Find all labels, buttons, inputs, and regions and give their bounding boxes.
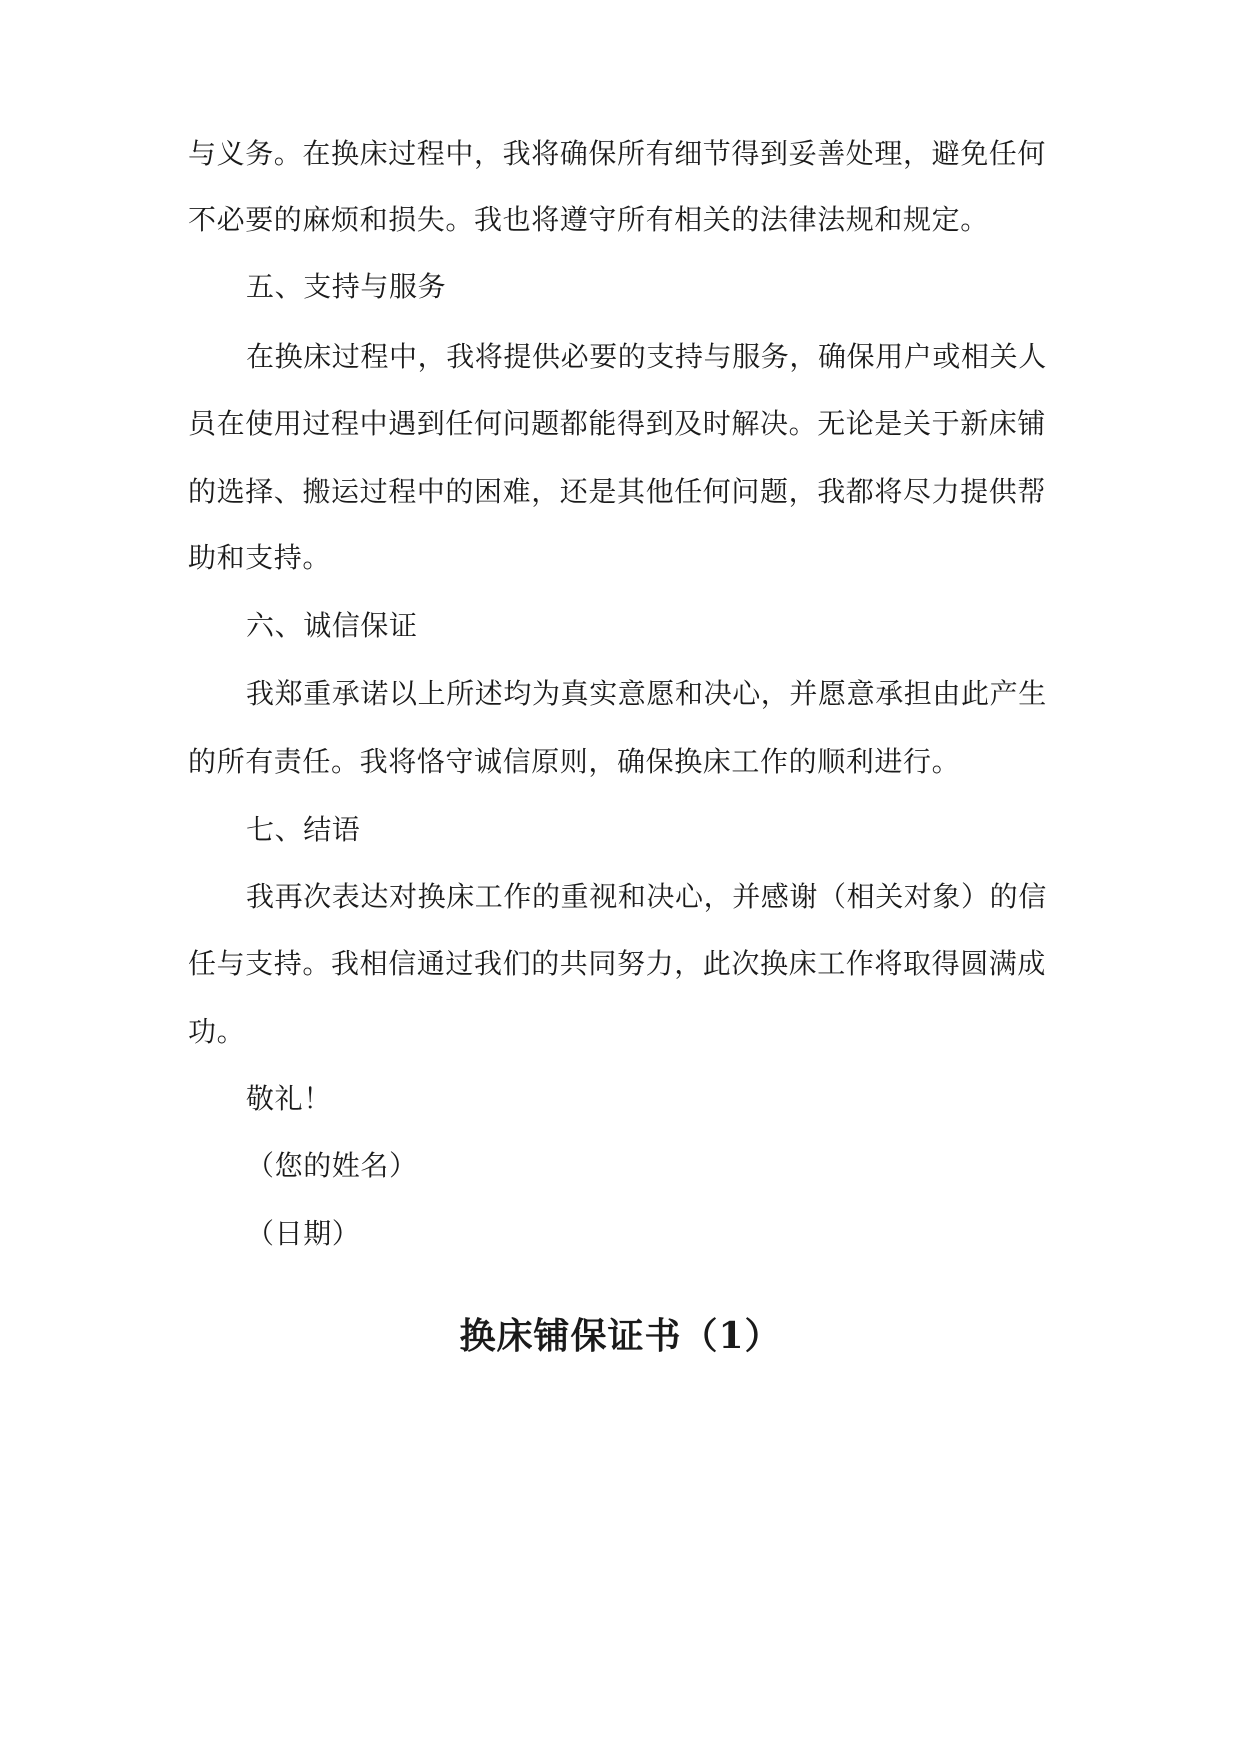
paragraph-line: 不必要的麻烦和损失。我也将遵守所有相关的法律法规和规定。 bbox=[188, 203, 989, 236]
paragraph-line: 与义务。在换床过程中，我将确保所有细节得到妥善处理，避免任何 bbox=[188, 137, 1047, 170]
paragraph-line: 的所有责任。我将恪守诚信原则，确保换床工作的顺利进行。 bbox=[188, 745, 961, 778]
paragraph-line: 我再次表达对换床工作的重视和决心，并感谢（相关对象）的信 bbox=[246, 880, 1047, 913]
paragraph-line: 的选择、搬运过程中的困难，还是其他任何问题，我都将尽力提供帮 bbox=[188, 475, 1047, 508]
paragraph-line: 功。 bbox=[188, 1015, 246, 1048]
paragraph-line: 在换床过程中，我将提供必要的支持与服务，确保用户或相关人 bbox=[246, 340, 1047, 373]
section-heading-integrity: 六、诚信保证 bbox=[246, 609, 418, 642]
paragraph-line: 我郑重承诺以上所述均为真实意愿和决心，并愿意承担由此产生 bbox=[246, 677, 1047, 710]
section-heading-support: 五、支持与服务 bbox=[246, 270, 447, 303]
section-heading-conclusion: 七、结语 bbox=[246, 813, 361, 846]
paragraph-line: 任与支持。我相信通过我们的共同努力，此次换床工作将取得圆满成 bbox=[188, 947, 1047, 980]
next-page-title: 换床铺保证书（1） bbox=[459, 1315, 782, 1357]
signature-date: （日期） bbox=[246, 1217, 361, 1250]
closing-salutation: 敬礼！ bbox=[246, 1082, 332, 1115]
signature-name: （您的姓名） bbox=[246, 1149, 418, 1182]
paragraph-line: 员在使用过程中遇到任何问题都能得到及时解决。无论是关于新床铺 bbox=[188, 407, 1047, 440]
paragraph-line: 助和支持。 bbox=[188, 541, 332, 574]
